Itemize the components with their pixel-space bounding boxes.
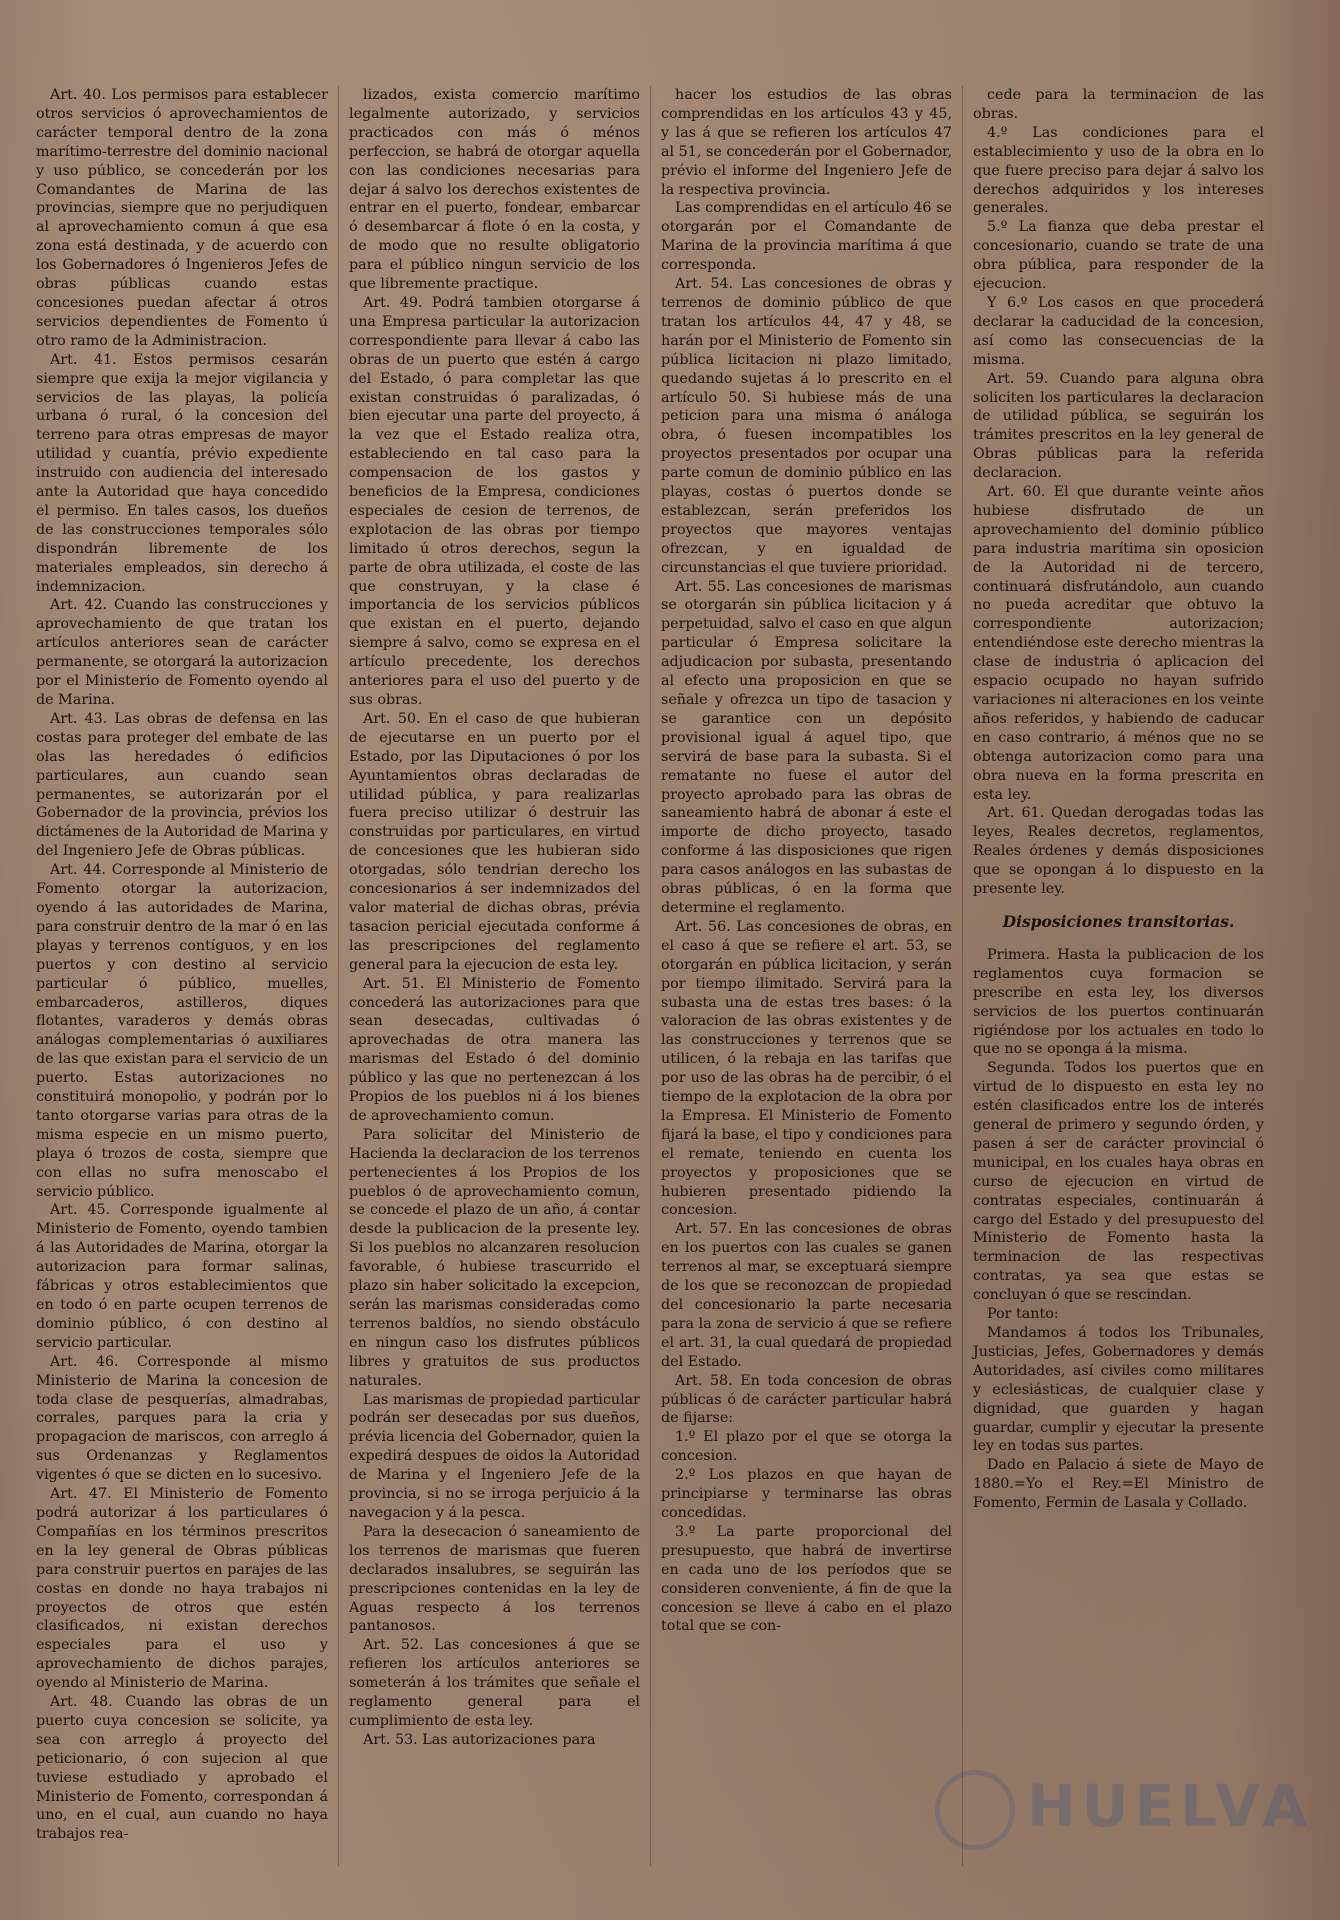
paragraph: 3.º La parte proporcional del presupuesto, que habrá de invertirse en cada uno de los períodos que se consideren conveniente, á fin de que la concesion se lleve á cabo en el plazo total que se con- <box>661 1523 952 1635</box>
text-columns <box>26 86 1276 1866</box>
paragraph: Art. 54. Las concesiones de obras y terrenos de dominio público de que tratan los artículos 44, 47 y 48, se harán por el Ministerio de Fomento sin pública licitacion ni plazo limitado, quedando sujetas á lo prescrito en el artículo 50. Si hubiese más de una peticion para una misma ó análoga obra, ó fuesen incompatibles los proyectos presentados por ocupar una parte comun de dominio público en las playas, costas ó puertos donde se establezcan, serán preferidos los proyectos que mayores ventajas ofrezcan, y en igualdad de circunstancias el que tuviere prioridad. <box>661 276 952 576</box>
paragraph: Art. 52. Las concesiones á que se refieren los artículos anteriores se someterán á los trámites que señale el reglamento general para el cumplimiento de esta ley. <box>349 1637 640 1729</box>
paragraph: Mandamos á todos los Tribunales, Justicias, Jefes, Gobernadores y demás Autoridades, así civiles como militares y eclesiásticas, de cualquier clase y dignidad, que guarden y hagan guardar, cumplir y ejecutar la presente ley en todas sus partes. <box>973 1325 1264 1455</box>
paragraph: Art. 46. Corresponde al mismo Ministerio de Marina la concesion de toda clase de pesquerías, almadrabas, corrales, parques para la cria y propagacion de mariscos, con arreglo á sus Ordenanzas y Reglamentos vigentes ó que se dicten en lo sucesivo. <box>36 1353 328 1484</box>
stamp-text: HUELVA <box>1027 1772 1314 1840</box>
column-2 <box>338 86 650 1866</box>
paragraph: Dado en Palacio á siete de Mayo de 1880.=Yo el Rey.=El Ministro de Fomento, Fermin de Lasala y Collado. <box>973 1457 1264 1512</box>
paragraph: Art. 57. En las concesiones de obras en los puertos con las cuales se ganen terrenos al mar, se exceptuará siempre de los que se reconozcan de propiedad del concesionario la parte necesaria para la zona de servicio á que se refiere el art. 31, la cual quedará de propiedad del Estado. <box>661 1221 952 1370</box>
paragraph: Art. 55. Las concesiones de marismas se otorgarán sin pública licitacion y á perpetuidad, salvo el caso en que algun particular ó Empresa solicitare la adjudicacion por subasta, presentando al efecto una proposicion en que se señale y ofrezca un tipo de tasacion y se garantice con un depósito provisional igual á aquel tipo, que servirá de base para la subasta. Si el rematante no fuese el autor del proyecto aprobado para las obras de saneamiento habrá de abonar á este el importe de dicho proyecto, tasado conforme á las disposiciones que rigen para casos análogos en las subastas de obras públicas, ó en la forma que determine el reglamento. <box>661 578 952 916</box>
paragraph: Art. 42. Cuando las construcciones y aprovechamiento de que tratan los artículos anteriores sean de carácter permanente, se otorgará la autorizacion por el Ministerio de Fomento oyendo al de Marina. <box>36 597 328 708</box>
paragraph: Art. 40. Los permisos para establecer otros servicios ó aprovechamientos de carácter temporal dentro de la zona marítimo-terrestre del dominio nacional y uso público, se concederán por los Comandantes de Marina de las provincias, siempre que no perjudiquen al aprovechamiento comun á que esa zona está destinada, y de acuerdo con los Gobernadores ó Ingenieros Jefes de obras públicas cuando estas concesiones puedan afectar á otros servicios dependientes de Fomento ú otro ramo de la Administracion. <box>36 87 328 349</box>
paragraph: Art. 56. Las concesiones de obras, en el caso á que se refiere el art. 53, se otorgarán en pública licitacion, y serán por tiempo ilimitado. Servirá para la subasta una de estas tres bases: ó la valoracion de las obras existentes y de las construcciones y terrenos que se utilicen, ó la rebaja en las tarifas que por uso de las obras ha de percibir, ó el tiempo de la explotacion de la obra por la Empresa. El Ministerio de Fomento fijará la base, el tipo y condiciones para el remate, teniendo en cuenta los proyectos y proposiciones que se hubieren presentado pidiendo la concesion. <box>661 918 952 1219</box>
paragraph: Art. 47. El Ministerio de Fomento podrá autorizar á los particulares ó Compañías en los términos prescritos en la ley general de Obras públicas para construir puertos en parajes de las costas en donde no haya trabajos ni proyectos de otros que estén clasificados, ni existan derechos especiales para el uso y aprovechamiento de dichos parajes, oyendo al Ministerio de Marina. <box>36 1486 328 1692</box>
paragraph: Las comprendidas en el artículo 46 se otorgarán por el Comandante de Marina de la provincia marítima á que corresponda. <box>661 200 952 274</box>
paragraph: Art. 51. El Ministerio de Fomento concederá las autorizaciones para que sean desecadas, cultivadas ó aprovechadas de otra manera las marismas del Estado ó del dominio público y las que no pertenezcan á los Propios de los pueblos ni á los bienes de aprovechamiento comun. <box>349 975 640 1124</box>
paragraph: Art. 60. El que durante veinte años hubiese disfrutado de un aprovechamiento del dominio público para industria marítima sin oposicion de la Autoridad ni de tercero, continuará disfrutándolo, aun cuando no pueda acreditar que obtuvo la correspondiente autorizacion; entendiéndose este derecho mientras la clase de industria ó aplicacion del espacio ocupado no hayan sufrido variaciones ni alteraciones en los veinte años referidos, y habiendo de caducar en caso contrario, á ménos que no se obtenga autorizacion como para una obra nueva en la forma prescrita en esta ley. <box>973 484 1264 803</box>
paragraph: Art. 53. Las autorizaciones para <box>363 1731 596 1748</box>
paragraph: Art. 45. Corresponde igualmente al Ministerio de Fomento, oyendo tambien á las Autoridades de Marina, otorgar la autorizacion para formar salinas, fábricas y otros establecimientos que en todo ó en parte ocupen terrenos de dominio público, ó con destino al servicio particular. <box>36 1202 328 1351</box>
paragraph: hacer los estudios de las obras comprendidas en los artículos 43 y 45, y las á que se refieren los artículos 47 al 51, se concederán por el Gobernador, prévio el informe del Ingeniero Jefe de la respectiva provincia. <box>661 87 952 198</box>
paragraph: 5.º La fianza que deba prestar el concesionario, cuando se trate de una obra pública, para responder de la ejecucion. <box>973 219 1264 293</box>
library-stamp <box>935 1760 1314 1880</box>
paragraph: lizados, exista comercio marítimo legalmente autorizado, y servicios practicados con más ó ménos perfeccion, se habrá de otorgar aquella con las condiciones necesarias para dejar á salvo los derechos existentes de entrar en el puerto, fondear, embarcar ó desembarcar á flote ó en la costa, y de modo que no resulte obligatorio para el público ningun servicio de los que libremente practique. <box>349 87 640 293</box>
paragraph: 1.º El plazo por el que se otorga la concesion. <box>661 1429 952 1465</box>
paragraph: Art. 61. Quedan derogadas todas las leyes, Reales decretos, reglamentos, Reales órdenes y demás disposiciones que se opongan á lo dispuesto en la presente ley. <box>973 805 1264 898</box>
paragraph: 4.º Las condiciones para el establecimiento y uso de la obra en lo que fuere preciso para dejar á salvo los derechos adquiridos y los intereses generales. <box>973 124 1264 217</box>
section-heading: Disposiciones transitorias. <box>1002 911 1235 931</box>
paragraph: Y 6.º Los casos en que procederá declarar la caducidad de la concesion, así como las consecuencias de la misma. <box>973 294 1264 368</box>
paragraph: Art. 59. Cuando para alguna obra soliciten los particulares la declaracion de utilidad pública, se seguirán los trámites prescritos en la ley general de Obras públicas para la referida declaracion. <box>973 370 1264 482</box>
paragraph: cede para la terminacion de las obras. <box>973 87 1264 122</box>
column-3 <box>650 86 962 1866</box>
column-4 <box>962 86 1274 1866</box>
paragraph: Segunda. Todos los puertos que en virtud de lo dispuesto en esta ley no estén clasificados entre los de interés general de primero y segundo órden, y pasen á ser de carácter provincial ó municipal, en los cuales haya obras en curso de ejecucion en virtud de contratas especiales, continuarán á cargo del Estado y del presupuesto del Ministerio de Fomento hasta la terminacion de las respectivas contratas, ya sea que estas se concluyan ó que se rescindan. <box>973 1060 1264 1304</box>
paragraph: Por tanto: <box>987 1306 1059 1323</box>
paragraph: Primera. Hasta la publicacion de los reglamentos cuya formacion se prescribe en esta ley, los diversos servicios de los puertos continuarán rigiéndose por los actuales en todo lo que no se oponga á la misma. <box>973 946 1264 1058</box>
column-1 <box>26 86 338 1866</box>
paragraph: Art. 58. En toda concesion de obras públicas ó de carácter particular habrá de fijarse: <box>661 1372 952 1427</box>
paragraph: Art. 49. Podrá tambien otorgarse á una Empresa particular la autorizacion correspondiente para llevar á cabo las obras de un puerto que estén á cargo del Estado, ó para completar las que existan construidas ó paralizadas, ó bien ejecutar una parte del proyecto, á la vez que el Estado realiza otra, estableciendo en tal caso para la compensacion de los gastos y beneficios de la Empresa, condiciones especiales de cesion de terrenos, de explotacion de las obras por tiempo limitado ú otros derechos, segun la parte de obra utilizada, el coste de las que construyan, y la clase é importancia de los servicios públicos que existan en el puerto, dejando siempre á salvo, como se expresa en el artículo precedente, los derechos anteriores para el uso del puerto y de sus obras. <box>349 294 640 708</box>
paragraph: Art. 41. Estos permisos cesarán siempre que exija la mejor vigilancia y servicios de las playas, la policía urbana ó rural, ó la concesion del terreno para otras empresas de mayor utilidad y cuantía, prévio expediente instruido con audiencia del interesado ante la Autoridad que haya concedido el permiso. En tales casos, los dueños de las construcciones temporales sólo dispondrán libremente de los materiales empleados, sin derecho á indemnizacion. <box>36 351 328 595</box>
paragraph: 2.º Los plazos en que hayan de principiarse y terminarse las obras concedidas. <box>661 1467 952 1521</box>
paragraph: Art. 50. En el caso de que hubieran de ejecutarse en un puerto por el Estado, por las Diputaciones ó por los Ayuntamientos obras declaradas de utilidad pública, y para realizarlas fuera preciso utilizar ó destruir las construidas por particulares, en virtud de concesiones que les hubieran sido otorgadas, sólo tendrian derecho los concesionarios á ser indemnizados del valor material de dichas obras, prévia tasacion pericial ejecutada conforme á las prescripciones del reglamento general para la ejecucion de esta ley. <box>349 710 640 973</box>
paragraph: Art. 43. Las obras de defensa en las costas para proteger del embate de las olas las heredades ó edificios particulares, aun cuando sean permanentes, se autorizarán por el Gobernador de la provincia, prévios los dictámenes de la Autoridad de Marina y del Ingeniero Jefe de Obras públicas. <box>36 710 328 860</box>
stamp-emblem-icon <box>935 1770 1015 1850</box>
paragraph: Para solicitar del Ministerio de Hacienda la declaracion de los terrenos pertenecientes á los Propios de los pueblos ó de aprovechamiento comun, se concede el plazo de un año, á contar desde la publicacion de la presente ley. Si los pueblos no alcanzaren resolucion favorable, ó hubiese trascurrido el plazo sin haber solicitado la excepcion, serán las marismas consideradas como terrenos baldíos, no siendo obstáculo en ningun caso los disfrutes públicos libres y gratuitos de sus productos naturales. <box>349 1126 640 1389</box>
paragraph: Art. 48. Cuando las obras de un puerto cuya concesion se solicite, ya sea con arreglo á proyecto del peticionario, ó con sujecion al que tuviese estudiado y aprobado el Ministerio de Fomento, correspondan á uno, en el cual, aun cuando no haya trabajos rea- <box>36 1694 328 1843</box>
paragraph: Art. 44. Corresponde al Ministerio de Fomento otorgar la autorizacion, oyendo á las autoridades de Marina, para construir dentro de la mar ó en las playas y terrenos contíguos, y en los puertos y con destino al servicio particular ó público, muelles, embarcaderos, astilleros, diques flotantes, varaderos y demás obras análogas complementarias ó auxiliares de las que existan para el servicio de un puerto. Estas autorizaciones no constituirá monopolio, y podrán por lo tanto otorgarse varias para otras de la misma especie en un mismo puerto, playa ó trozos de costa, siempre que con ellas no sufra menoscabo el servicio público. <box>36 862 328 1200</box>
paragraph: Las marismas de propiedad particular podrán ser desecadas por sus dueños, prévia licencia del Gobernador, quien la expedirá despues de oidos la Autoridad de Marina y el Ingeniero Jefe de la provincia, si no se irroga perjuicio á la navegacion y á la pesca. <box>349 1391 640 1521</box>
paragraph: Para la desecacion ó saneamiento de los terrenos de marismas que fueren declarados insalubres, se seguirán las prescripciones contenidas en la ley de Aguas respecto á los terrenos pantanosos. <box>349 1523 640 1635</box>
